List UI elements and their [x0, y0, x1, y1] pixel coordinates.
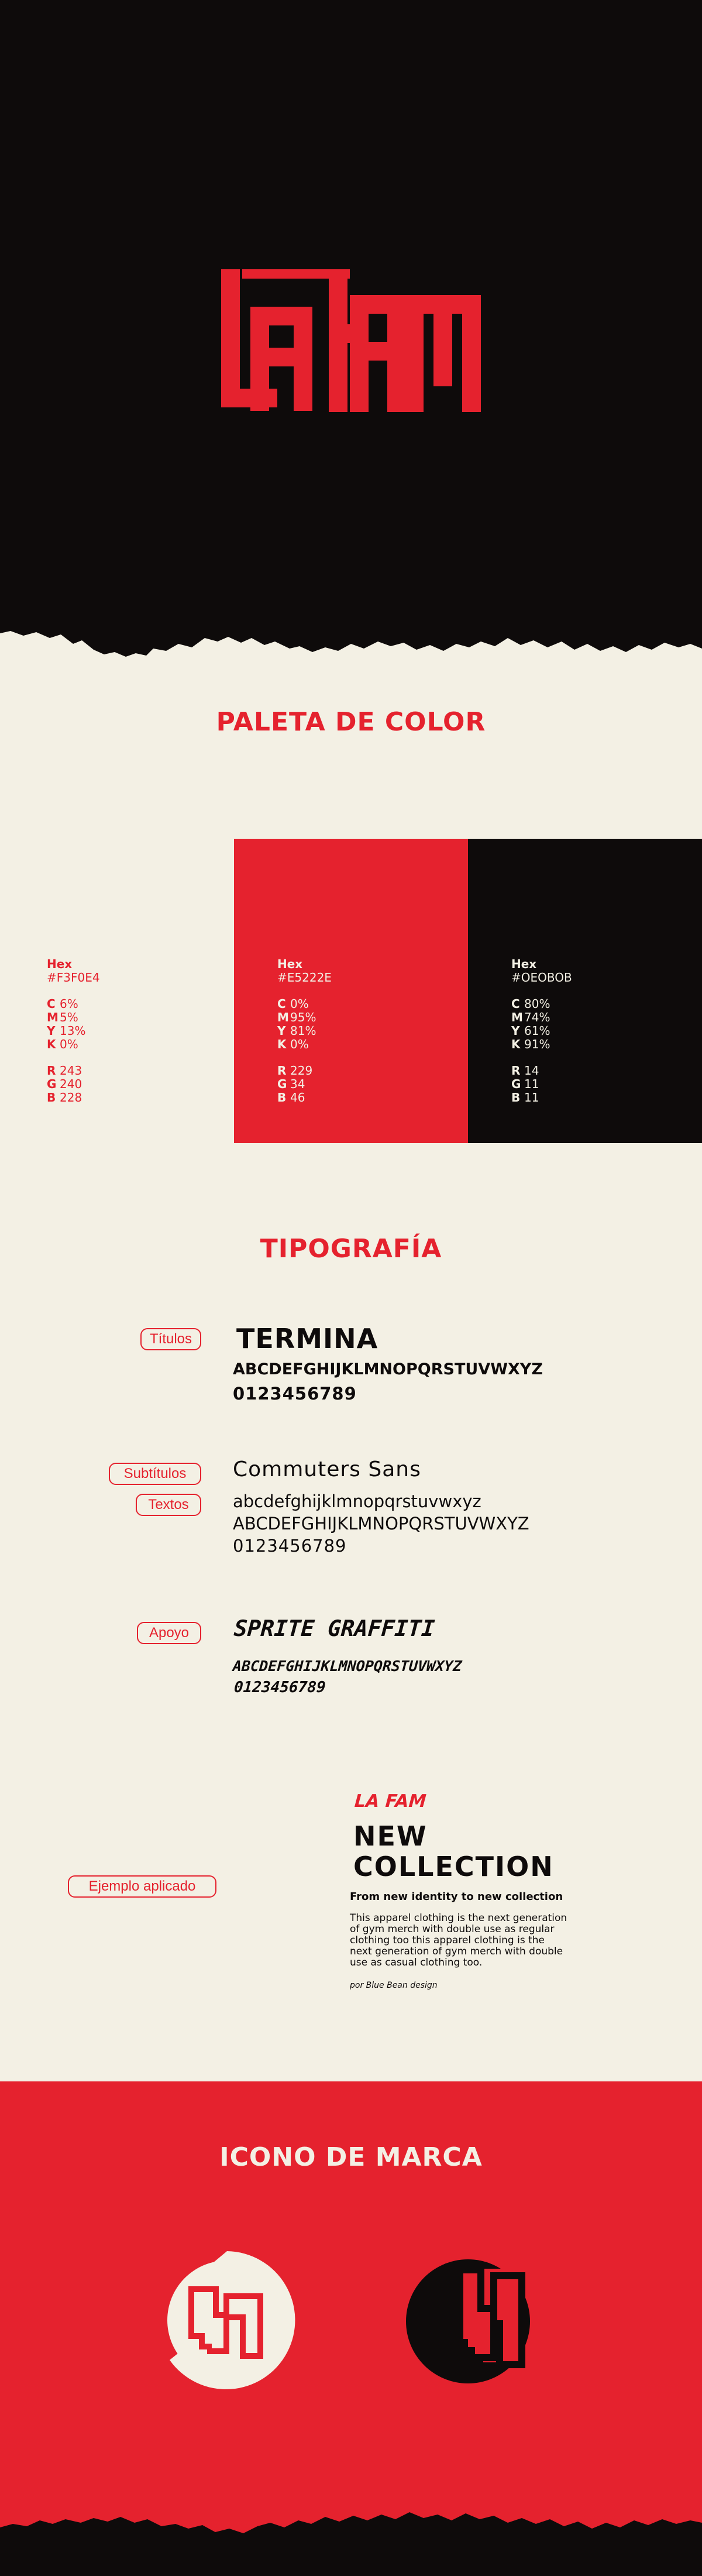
cmyk-m: 95%	[290, 1010, 316, 1024]
example-headline-new: NEW	[353, 1820, 428, 1852]
cmyk-k: 0%	[290, 1037, 309, 1051]
commuters-digits: 0123456789	[233, 1536, 347, 1556]
graffiti-digits: 0123456789	[233, 1679, 326, 1696]
tag-ejemplo-aplicado: Ejemplo aplicado	[68, 1875, 216, 1898]
brand-icon-cream	[158, 2251, 296, 2389]
rgb-g: 11	[524, 1077, 539, 1091]
example-headline-collection: COLLECTION	[353, 1851, 554, 1882]
typography-title: TIPOGRAFÍA	[260, 1234, 442, 1264]
termina-digits: 0123456789	[233, 1384, 357, 1404]
rgb-g: 34	[290, 1077, 305, 1091]
swatch-info-red: Hex #E5222E C 0% M 95% Y 81% K 0% R 229 G 34 B 46	[277, 957, 332, 1105]
cmyk-c: 6%	[60, 997, 78, 1011]
swatch-info-cream: Hex #F3F0E4 C 6% M 5% Y 13% K 0% R 243 G 240 B 228	[47, 957, 100, 1105]
tag-apoyo: Apoyo	[137, 1622, 201, 1644]
cmyk-m: 74%	[524, 1010, 550, 1024]
example-subtitle: From new identity to new collection	[350, 1891, 563, 1903]
torn-paper-edge-bottom	[0, 2503, 702, 2576]
cmyk-y: 13%	[60, 1024, 86, 1038]
swatch-black	[468, 839, 702, 1143]
torn-paper-edge	[0, 620, 702, 691]
lafam-logo-icon	[221, 269, 481, 412]
hex-value: #F3F0E4	[47, 970, 100, 985]
commuters-lowercase: abcdefghijklmnopqrstuvwxyz	[233, 1491, 481, 1511]
example-body: This apparel clothing is the next generation of gym merch with double use as regular clothing too this apparel clothing is the next generation of gym merch with double use as casual clothing too.	[350, 1912, 567, 1968]
termina-uppercase: ABCDEFGHIJKLMNOPQRSTUVWXYZ	[233, 1360, 543, 1378]
swatch-info-black: Hex #OEOBOB C 80% M 74% Y 61% K 91% R 14 G 11 B 11	[511, 957, 572, 1105]
cmyk-y: 81%	[290, 1024, 316, 1038]
tag-subtitulos: Subtítulos	[109, 1463, 201, 1485]
font-name-termina: TERMINA	[236, 1323, 378, 1354]
cmyk-c: 0%	[290, 997, 309, 1011]
commuters-uppercase: ABCDEFGHIJKLMNOPQRSTUVWXYZ	[233, 1514, 529, 1534]
palette-title: PALETA DE COLOR	[216, 707, 486, 737]
hex-label: Hex	[47, 957, 73, 971]
tag-textos: Textos	[136, 1494, 201, 1516]
rgb-b: 46	[290, 1090, 305, 1105]
swatch-cream	[0, 839, 234, 1143]
rgb-r: 229	[290, 1064, 313, 1078]
cmyk-k: 91%	[524, 1037, 550, 1051]
hex-label: Hex	[511, 957, 537, 971]
rgb-b: 228	[60, 1090, 82, 1105]
example-credit: por Blue Bean design	[350, 1981, 438, 1990]
example-brand: LA FAM	[353, 1791, 427, 1812]
font-name-sprite-graffiti: SPRITE GRAFFITI	[233, 1615, 436, 1641]
graffiti-uppercase: ABCDEFGHIJKLMNOPQRSTUVWXYZ	[232, 1658, 463, 1675]
cmyk-c: 80%	[524, 997, 550, 1011]
tag-titulos: Títulos	[140, 1328, 201, 1350]
cmyk-m: 5%	[60, 1010, 78, 1024]
cmyk-y: 61%	[524, 1024, 550, 1038]
font-name-commuters: Commuters Sans	[233, 1457, 421, 1481]
swatch-red	[234, 839, 468, 1143]
rgb-r: 243	[60, 1064, 82, 1078]
icon-section	[0, 2081, 702, 2576]
rgb-b: 11	[524, 1090, 539, 1105]
hex-value: #OEOBOB	[511, 970, 572, 985]
hero-section	[0, 0, 702, 685]
hex-value: #E5222E	[277, 970, 332, 985]
rgb-r: 14	[524, 1064, 539, 1078]
hex-label: Hex	[277, 957, 303, 971]
icons-title: ICONO DE MARCA	[219, 2142, 483, 2172]
rgb-g: 240	[60, 1077, 82, 1091]
brand-icon-black	[402, 2251, 543, 2389]
cmyk-k: 0%	[60, 1037, 78, 1051]
